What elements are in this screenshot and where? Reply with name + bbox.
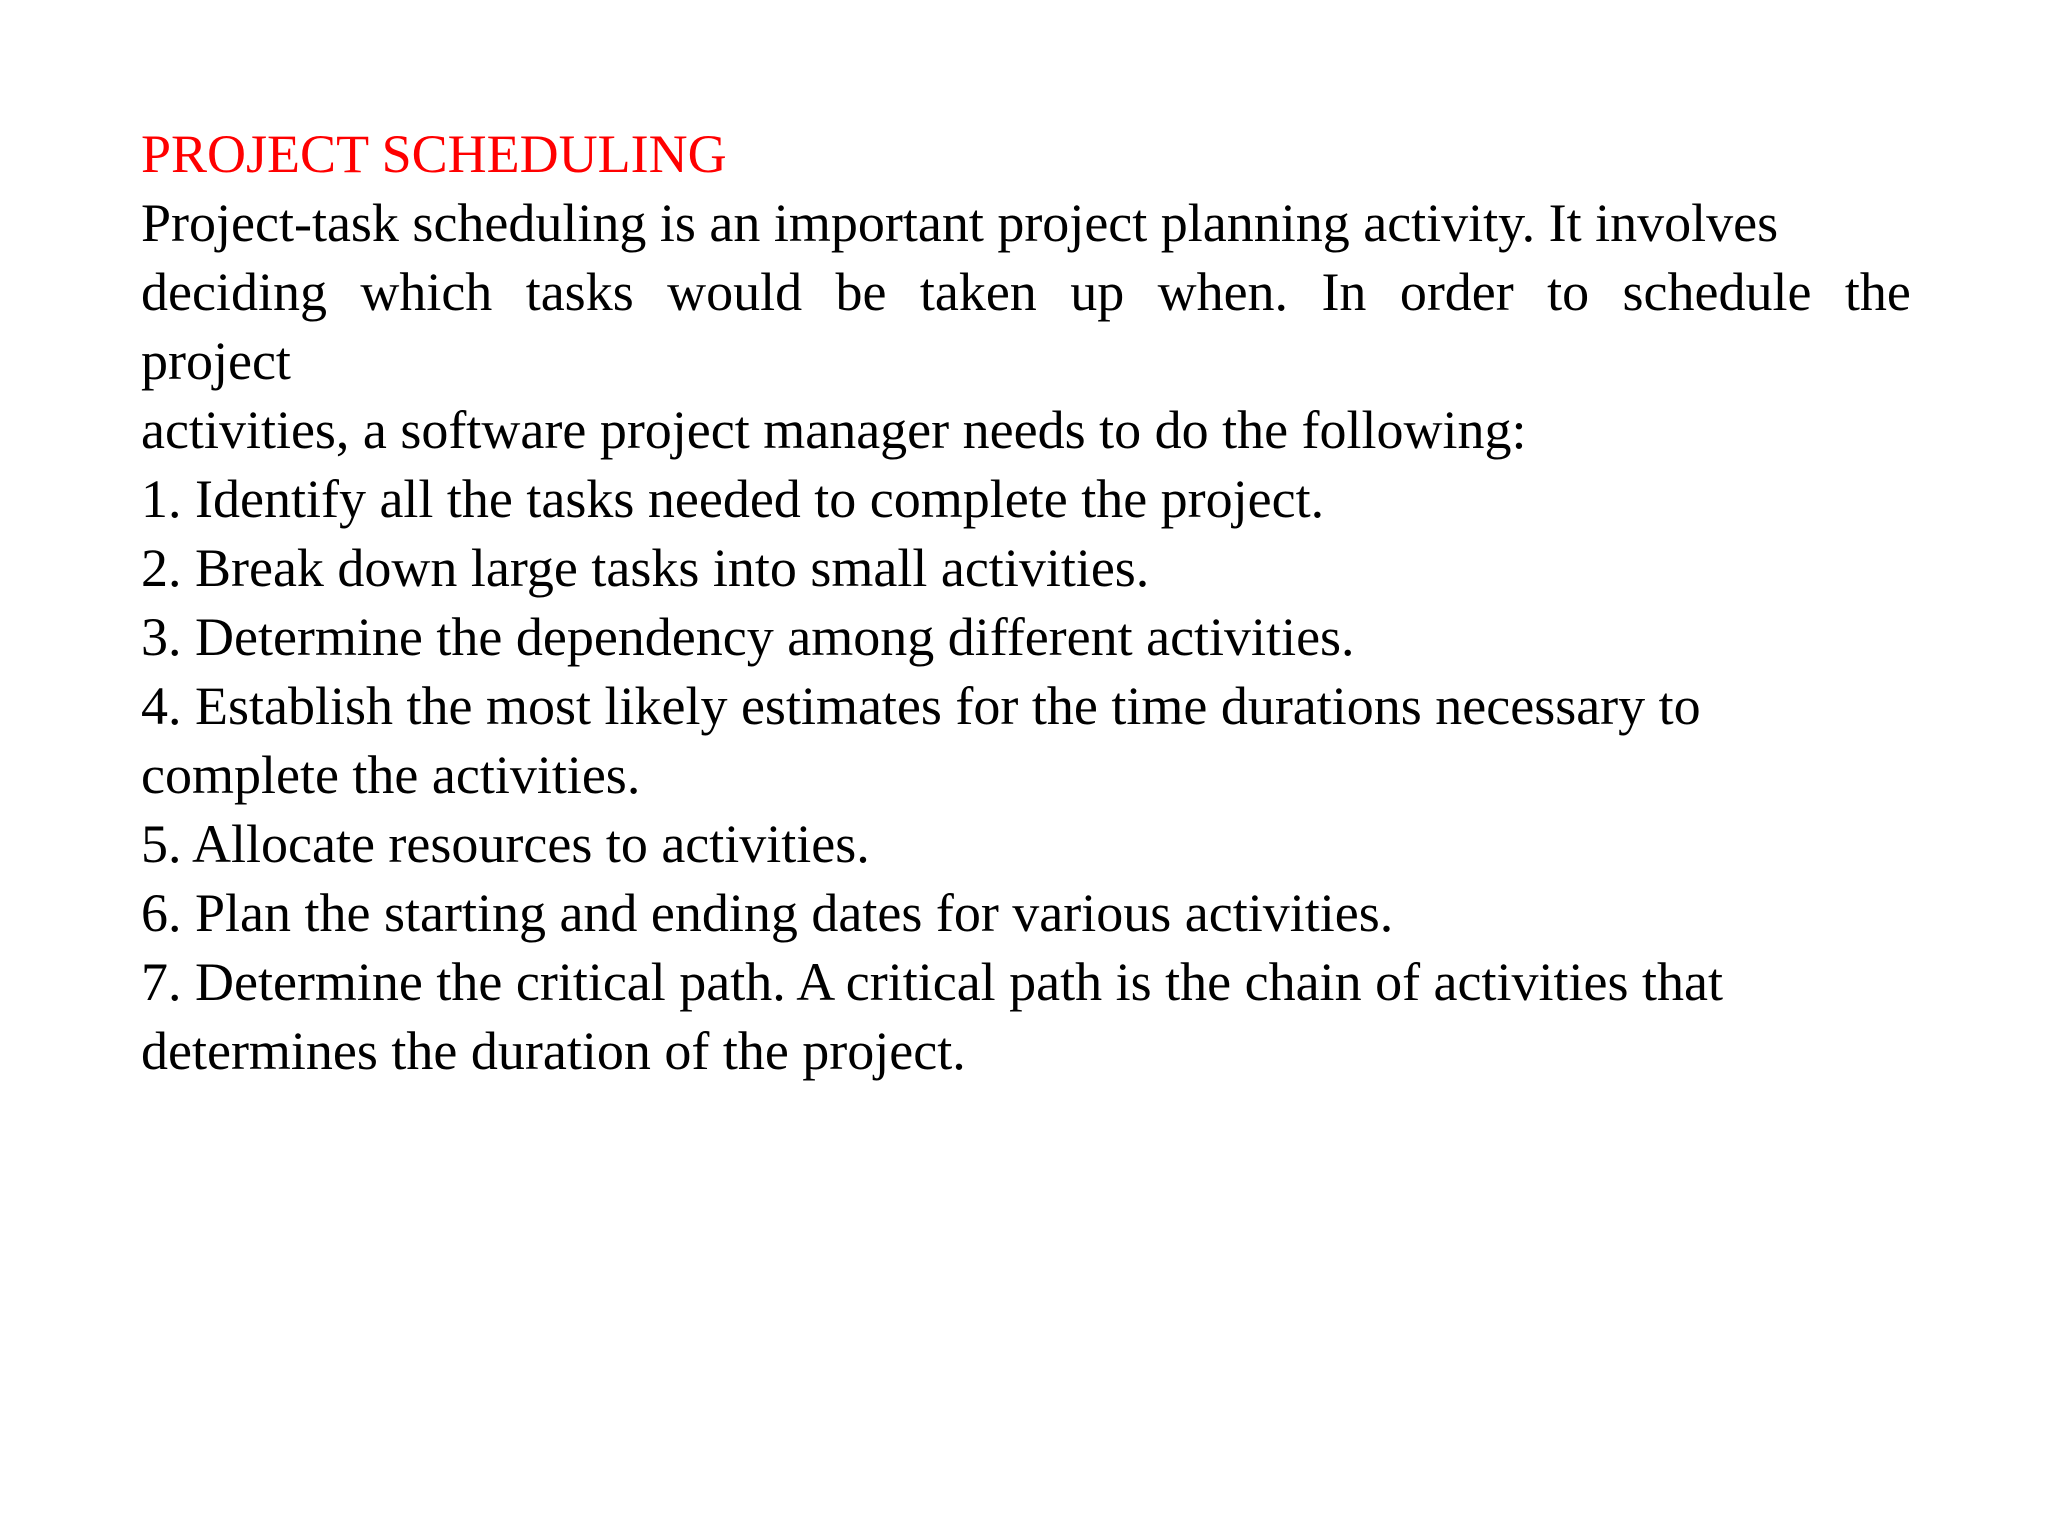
step-line-6: 6. Plan the starting and ending dates for various activities. xyxy=(141,883,1394,943)
justified-word: taken xyxy=(919,262,1037,322)
step-line-7-continued: determines the duration of the project. xyxy=(141,1021,966,1081)
slide-content xyxy=(141,120,1911,1086)
justified-word: deciding xyxy=(141,262,327,322)
justified-word: be xyxy=(835,262,887,322)
step-line-5: 5. Allocate resources to activities. xyxy=(141,814,870,874)
step-line-4-continued: complete the activities. xyxy=(141,745,641,805)
justified-word: up xyxy=(1070,262,1125,322)
page-title: PROJECT SCHEDULING xyxy=(141,124,727,184)
justified-word: would xyxy=(667,262,803,322)
intro-line-3: project xyxy=(141,331,291,391)
justified-word: which xyxy=(360,262,493,322)
step-line-1: 1. Identify all the tasks needed to complete the project. xyxy=(141,469,1325,529)
step-line-7: 7. Determine the critical path. A critical path is the chain of activities that xyxy=(141,952,1723,1012)
justified-word: when. xyxy=(1157,262,1289,322)
intro-line-2 xyxy=(141,258,1911,327)
intro-line-1: Project-task scheduling is an important project planning activity. It involves xyxy=(141,193,1779,253)
step-line-4: 4. Establish the most likely estimates for the time durations necessary to xyxy=(141,676,1701,736)
justified-word: order xyxy=(1399,262,1514,322)
step-line-2: 2. Break down large tasks into small activities. xyxy=(141,538,1150,598)
intro-line-4: activities, a software project manager needs to do the following: xyxy=(141,400,1527,460)
justified-word: schedule xyxy=(1622,262,1812,322)
step-line-3: 3. Determine the dependency among different activities. xyxy=(141,607,1355,667)
justified-word: tasks xyxy=(525,262,634,322)
justified-word: to xyxy=(1547,262,1590,322)
justified-word: the xyxy=(1844,262,1911,322)
justified-word: In xyxy=(1321,262,1367,322)
